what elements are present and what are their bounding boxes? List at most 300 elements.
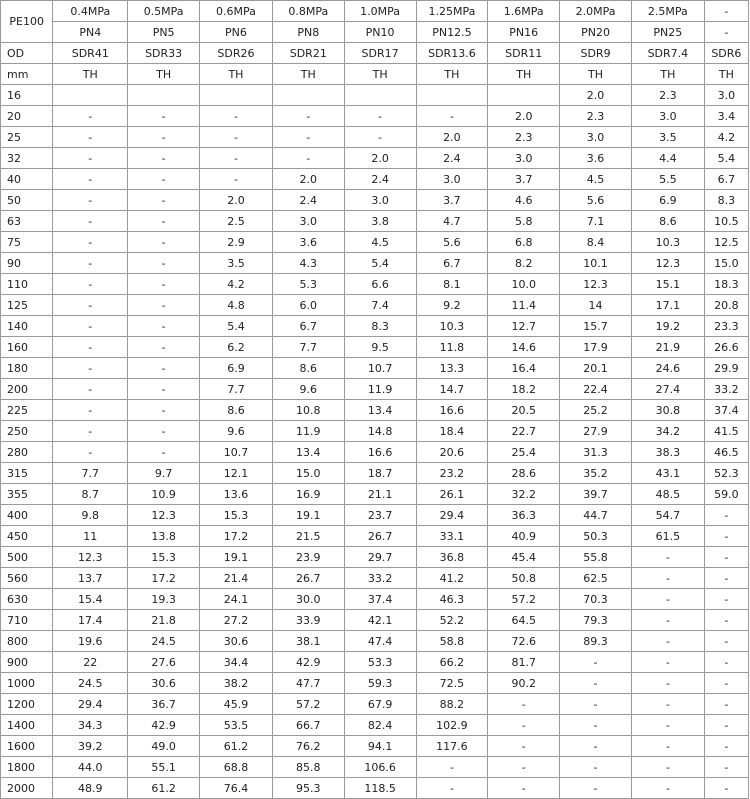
thickness-value: - [128, 337, 200, 358]
thickness-value: - [53, 211, 128, 232]
thickness-value: 37.4 [344, 589, 416, 610]
table-row [1, 673, 749, 694]
thickness-value: 8.3 [704, 190, 748, 211]
thickness-value: 9.6 [200, 421, 273, 442]
thickness-value: 27.2 [200, 610, 273, 631]
thickness-value: 3.7 [416, 190, 488, 211]
od-value: 40 [1, 169, 53, 190]
thickness-value: - [53, 274, 128, 295]
thickness-value: - [488, 757, 560, 778]
thickness-value: 10.8 [272, 400, 344, 421]
table-row [1, 757, 749, 778]
thickness-value: 2.0 [416, 127, 488, 148]
thickness-value: - [200, 148, 273, 169]
thickness-value: 30.0 [272, 589, 344, 610]
thickness-value: - [53, 106, 128, 127]
pressure-rating: 2.0MPa [560, 1, 632, 22]
thickness-value: 2.4 [416, 148, 488, 169]
thickness-value: 106.6 [344, 757, 416, 778]
thickness-value: 27.6 [128, 652, 200, 673]
pressure-rating: 0.6MPa [200, 1, 273, 22]
thickness-value: - [53, 295, 128, 316]
od-value: 280 [1, 442, 53, 463]
od-value: 50 [1, 190, 53, 211]
thickness-value: 6.6 [344, 274, 416, 295]
sdr-rating: SDR7.4 [631, 43, 704, 64]
thickness-value: - [560, 694, 632, 715]
thickness-value: 6.2 [200, 337, 273, 358]
thickness-value: 18.7 [344, 463, 416, 484]
thickness-value: 68.8 [200, 757, 273, 778]
thickness-value: 57.2 [272, 694, 344, 715]
thickness-value: 17.2 [128, 568, 200, 589]
thickness-value: 102.9 [416, 715, 488, 736]
pn-rating: PN8 [272, 22, 344, 43]
od-value: 1000 [1, 673, 53, 694]
thickness-value: 72.5 [416, 673, 488, 694]
thickness-value: 53.5 [200, 715, 273, 736]
thickness-value: 16.9 [272, 484, 344, 505]
od-value: 90 [1, 253, 53, 274]
pressure-rating: 1.25MPa [416, 1, 488, 22]
thickness-value: 24.5 [128, 631, 200, 652]
thickness-value: 52.3 [704, 463, 748, 484]
table-row [1, 736, 749, 757]
thickness-value: 3.0 [704, 85, 748, 106]
thickness-value: - [53, 379, 128, 400]
thickness-value: 89.3 [560, 631, 632, 652]
thickness-value: 12.7 [488, 316, 560, 337]
thickness-value: 2.5 [200, 211, 273, 232]
thickness-value: 5.4 [200, 316, 273, 337]
thickness-value: 3.7 [488, 169, 560, 190]
thickness-value: 94.1 [344, 736, 416, 757]
thickness-value: - [53, 421, 128, 442]
table-row [1, 253, 749, 274]
thickness-value: - [53, 358, 128, 379]
thickness-label: TH [53, 64, 128, 85]
thickness-value: 23.2 [416, 463, 488, 484]
thickness-value: 4.6 [488, 190, 560, 211]
thickness-value: - [53, 127, 128, 148]
thickness-value: 2.0 [344, 148, 416, 169]
thickness-value: 40.9 [488, 526, 560, 547]
thickness-value: - [704, 694, 748, 715]
thickness-value: - [631, 715, 704, 736]
thickness-value: 12.3 [53, 547, 128, 568]
thickness-value: 2.4 [344, 169, 416, 190]
thickness-value: - [53, 169, 128, 190]
pressure-rating: 1.6MPa [488, 1, 560, 22]
od-value: 1600 [1, 736, 53, 757]
thickness-value: 43.1 [631, 463, 704, 484]
od-label: OD [1, 43, 53, 64]
thickness-value: 2.4 [272, 190, 344, 211]
pressure-rating: 0.5MPa [128, 1, 200, 22]
thickness-value: 8.4 [560, 232, 632, 253]
thickness-value: - [631, 652, 704, 673]
table-row [1, 295, 749, 316]
thickness-value: 36.7 [128, 694, 200, 715]
thickness-value: 20.1 [560, 358, 632, 379]
thickness-value: 67.9 [344, 694, 416, 715]
thickness-value: - [704, 505, 748, 526]
thickness-value: 59.3 [344, 673, 416, 694]
thickness-value: 5.6 [560, 190, 632, 211]
thickness-value: - [200, 106, 273, 127]
table-row [1, 589, 749, 610]
thickness-label: TH [200, 64, 273, 85]
thickness-value: 8.6 [272, 358, 344, 379]
thickness-value: 76.2 [272, 736, 344, 757]
thickness-value: 33.9 [272, 610, 344, 631]
thickness-value: 32.2 [488, 484, 560, 505]
pressure-rating: 0.8MPa [272, 1, 344, 22]
thickness-value: 118.5 [344, 778, 416, 799]
thickness-value: 54.7 [631, 505, 704, 526]
thickness-value: - [128, 148, 200, 169]
thickness-value: 4.2 [200, 274, 273, 295]
thickness-value: 7.7 [272, 337, 344, 358]
thickness-value: 4.8 [200, 295, 273, 316]
table-row [1, 442, 749, 463]
thickness-value: - [128, 442, 200, 463]
od-value: 32 [1, 148, 53, 169]
thickness-value: 25.2 [560, 400, 632, 421]
thickness-value: - [128, 169, 200, 190]
thickness-value: 10.5 [704, 211, 748, 232]
thickness-value: 10.3 [416, 316, 488, 337]
od-value: 1200 [1, 694, 53, 715]
table-row [1, 274, 749, 295]
od-value: 355 [1, 484, 53, 505]
thickness-value: - [416, 757, 488, 778]
header-row-pressure [1, 1, 749, 22]
thickness-value: 61.5 [631, 526, 704, 547]
thickness-value: 23.9 [272, 547, 344, 568]
thickness-value: - [128, 127, 200, 148]
thickness-value: - [560, 652, 632, 673]
pn-rating: PN25 [631, 22, 704, 43]
thickness-value: 57.2 [488, 589, 560, 610]
thickness-value: - [631, 757, 704, 778]
thickness-value: 15.7 [560, 316, 632, 337]
thickness-value: 20.5 [488, 400, 560, 421]
thickness-value: 20.6 [416, 442, 488, 463]
od-value: 140 [1, 316, 53, 337]
thickness-value: - [560, 757, 632, 778]
thickness-value: 10.9 [128, 484, 200, 505]
thickness-value: 21.4 [200, 568, 273, 589]
thickness-value: 44.7 [560, 505, 632, 526]
thickness-value: - [53, 337, 128, 358]
thickness-value: - [704, 757, 748, 778]
thickness-value: - [631, 736, 704, 757]
thickness-value: 24.6 [631, 358, 704, 379]
thickness-value: 5.4 [344, 253, 416, 274]
table-row [1, 400, 749, 421]
thickness-value: 50.3 [560, 526, 632, 547]
od-value: 160 [1, 337, 53, 358]
thickness-value: - [704, 589, 748, 610]
thickness-value: - [128, 232, 200, 253]
thickness-value: 12.5 [704, 232, 748, 253]
od-value: 900 [1, 652, 53, 673]
thickness-value: 14.7 [416, 379, 488, 400]
thickness-value: 2.3 [631, 85, 704, 106]
thickness-value: - [631, 631, 704, 652]
thickness-value: - [128, 253, 200, 274]
od-value: 450 [1, 526, 53, 547]
thickness-value: 20.8 [704, 295, 748, 316]
thickness-value: 3.4 [704, 106, 748, 127]
header-row-sdr [1, 43, 749, 64]
thickness-value: 48.5 [631, 484, 704, 505]
thickness-value: - [53, 190, 128, 211]
thickness-value: 46.3 [416, 589, 488, 610]
thickness-value: - [704, 631, 748, 652]
thickness-value: 24.1 [200, 589, 273, 610]
thickness-value: 14.8 [344, 421, 416, 442]
pressure-rating: 0.4MPa [53, 1, 128, 22]
thickness-value: 6.9 [631, 190, 704, 211]
thickness-value: 19.6 [53, 631, 128, 652]
thickness-value: 15.0 [272, 463, 344, 484]
thickness-value: 27.4 [631, 379, 704, 400]
sdr-rating: SDR6 [704, 43, 748, 64]
thickness-value: 61.2 [128, 778, 200, 799]
table-row [1, 610, 749, 631]
thickness-value: 16.6 [344, 442, 416, 463]
thickness-value: 8.6 [200, 400, 273, 421]
thickness-value: - [560, 673, 632, 694]
pn-rating: PN5 [128, 22, 200, 43]
thickness-value: - [704, 568, 748, 589]
thickness-value: 55.1 [128, 757, 200, 778]
thickness-value: 22 [53, 652, 128, 673]
thickness-value: 4.3 [272, 253, 344, 274]
sdr-rating: SDR13.6 [416, 43, 488, 64]
thickness-value: 26.7 [272, 568, 344, 589]
thickness-value: 13.7 [53, 568, 128, 589]
thickness-value: 47.4 [344, 631, 416, 652]
thickness-value: 17.1 [631, 295, 704, 316]
thickness-value: 70.3 [560, 589, 632, 610]
thickness-value: 117.6 [416, 736, 488, 757]
thickness-value: 28.6 [488, 463, 560, 484]
thickness-value: - [128, 274, 200, 295]
od-value: 1400 [1, 715, 53, 736]
thickness-value: 18.4 [416, 421, 488, 442]
thickness-value: 34.2 [631, 421, 704, 442]
thickness-value: 22.4 [560, 379, 632, 400]
od-value: 25 [1, 127, 53, 148]
thickness-value: 16.6 [416, 400, 488, 421]
table-row [1, 421, 749, 442]
thickness-value: 47.7 [272, 673, 344, 694]
table-body [1, 1, 749, 799]
thickness-value: 10.1 [560, 253, 632, 274]
thickness-value: - [631, 694, 704, 715]
table-row [1, 379, 749, 400]
thickness-value: 17.9 [560, 337, 632, 358]
table-row [1, 778, 749, 799]
thickness-value: 9.8 [53, 505, 128, 526]
table-row [1, 463, 749, 484]
od-value: 1800 [1, 757, 53, 778]
thickness-value: 7.7 [200, 379, 273, 400]
thickness-value: 48.9 [53, 778, 128, 799]
table-row [1, 484, 749, 505]
thickness-value [488, 85, 560, 106]
thickness-value: 15.0 [704, 253, 748, 274]
thickness-label: TH [344, 64, 416, 85]
header-row-pn [1, 22, 749, 43]
thickness-value: 30.8 [631, 400, 704, 421]
thickness-value: 19.1 [200, 547, 273, 568]
thickness-value: 3.5 [631, 127, 704, 148]
thickness-value: - [631, 778, 704, 799]
thickness-value: 14 [560, 295, 632, 316]
thickness-value: 11.9 [272, 421, 344, 442]
thickness-value: 15.3 [128, 547, 200, 568]
thickness-value: 17.2 [200, 526, 273, 547]
thickness-value: 3.0 [272, 211, 344, 232]
thickness-value: 6.0 [272, 295, 344, 316]
pn-rating: PN16 [488, 22, 560, 43]
thickness-value: 85.8 [272, 757, 344, 778]
thickness-value: 13.4 [272, 442, 344, 463]
thickness-value: - [631, 610, 704, 631]
thickness-value: 44.0 [53, 757, 128, 778]
od-value: 75 [1, 232, 53, 253]
thickness-value: - [560, 715, 632, 736]
od-value: 225 [1, 400, 53, 421]
thickness-value: - [631, 547, 704, 568]
thickness-value: 13.3 [416, 358, 488, 379]
od-value: 400 [1, 505, 53, 526]
thickness-label: TH [704, 64, 748, 85]
thickness-value: 17.4 [53, 610, 128, 631]
thickness-value: 30.6 [128, 673, 200, 694]
thickness-value: 76.4 [200, 778, 273, 799]
thickness-value: 2.3 [560, 106, 632, 127]
thickness-value: - [53, 442, 128, 463]
thickness-value: - [200, 127, 273, 148]
od-value: 630 [1, 589, 53, 610]
thickness-value: 2.0 [560, 85, 632, 106]
sdr-rating: SDR41 [53, 43, 128, 64]
thickness-value: 15.4 [53, 589, 128, 610]
thickness-value: 7.1 [560, 211, 632, 232]
thickness-value: 41.5 [704, 421, 748, 442]
thickness-label: TH [128, 64, 200, 85]
sdr-rating: SDR9 [560, 43, 632, 64]
od-value: 20 [1, 106, 53, 127]
thickness-value: - [704, 526, 748, 547]
thickness-value: 23.7 [344, 505, 416, 526]
od-value: 250 [1, 421, 53, 442]
thickness-value: 3.5 [200, 253, 273, 274]
od-value: 125 [1, 295, 53, 316]
thickness-value: 95.3 [272, 778, 344, 799]
thickness-value: 13.4 [344, 400, 416, 421]
thickness-value: 59.0 [704, 484, 748, 505]
thickness-value: 5.5 [631, 169, 704, 190]
thickness-value: 18.2 [488, 379, 560, 400]
thickness-value: 21.5 [272, 526, 344, 547]
thickness-value: - [488, 694, 560, 715]
thickness-value: - [272, 127, 344, 148]
thickness-value: 61.2 [200, 736, 273, 757]
thickness-value: 26.6 [704, 337, 748, 358]
thickness-value: 66.7 [272, 715, 344, 736]
thickness-value: 22.7 [488, 421, 560, 442]
thickness-value: - [560, 736, 632, 757]
table-row [1, 169, 749, 190]
thickness-value: 14.6 [488, 337, 560, 358]
thickness-value: 6.7 [272, 316, 344, 337]
thickness-value [200, 85, 273, 106]
thickness-value: 21.1 [344, 484, 416, 505]
thickness-value [272, 85, 344, 106]
thickness-label: TH [416, 64, 488, 85]
sdr-rating: SDR17 [344, 43, 416, 64]
pn-rating: PN10 [344, 22, 416, 43]
thickness-value: 8.1 [416, 274, 488, 295]
thickness-value: 2.9 [200, 232, 273, 253]
thickness-value: 38.1 [272, 631, 344, 652]
thickness-value: 8.3 [344, 316, 416, 337]
od-value: 710 [1, 610, 53, 631]
thickness-value: 36.8 [416, 547, 488, 568]
thickness-value: - [53, 400, 128, 421]
thickness-value: - [704, 652, 748, 673]
thickness-value: 11.8 [416, 337, 488, 358]
thickness-value: - [704, 736, 748, 757]
table-row [1, 106, 749, 127]
thickness-value: - [488, 778, 560, 799]
thickness-value: - [272, 106, 344, 127]
thickness-value: 3.0 [488, 148, 560, 169]
thickness-value: - [631, 589, 704, 610]
thickness-value: 49.0 [128, 736, 200, 757]
sdr-rating: SDR11 [488, 43, 560, 64]
od-value: 500 [1, 547, 53, 568]
thickness-value: 29.4 [416, 505, 488, 526]
thickness-value: 4.5 [344, 232, 416, 253]
thickness-value: 12.1 [200, 463, 273, 484]
thickness-value: 8.2 [488, 253, 560, 274]
thickness-value: 33.1 [416, 526, 488, 547]
thickness-value: 9.6 [272, 379, 344, 400]
thickness-value: 9.5 [344, 337, 416, 358]
thickness-value: - [704, 778, 748, 799]
thickness-value: 12.3 [128, 505, 200, 526]
thickness-value: 16.4 [488, 358, 560, 379]
thickness-value: 81.7 [488, 652, 560, 673]
od-value: 800 [1, 631, 53, 652]
thickness-value: 50.8 [488, 568, 560, 589]
thickness-value: - [128, 316, 200, 337]
thickness-value: 45.4 [488, 547, 560, 568]
thickness-value: 4.4 [631, 148, 704, 169]
thickness-value: 8.6 [631, 211, 704, 232]
thickness-value: - [488, 715, 560, 736]
sdr-rating: SDR21 [272, 43, 344, 64]
thickness-value: - [272, 148, 344, 169]
thickness-value: 10.3 [631, 232, 704, 253]
